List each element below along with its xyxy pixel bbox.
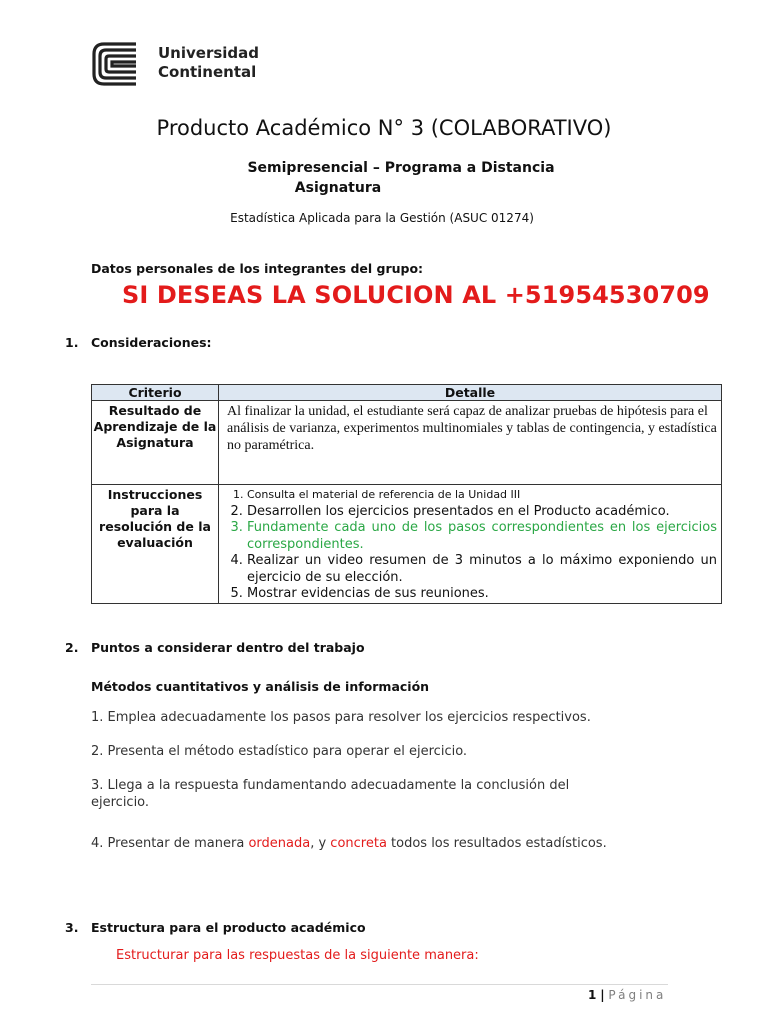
structure-subtitle: Estructurar para las respuestas de la siguiente manera: — [116, 948, 479, 963]
section1-label: Consideraciones: — [91, 335, 212, 350]
page-footer — [588, 988, 666, 1002]
instruction-item — [247, 520, 717, 553]
footer-divider — [91, 984, 668, 985]
section3-label: Estructura para el producto académico — [91, 920, 366, 935]
instruction-item — [247, 504, 717, 521]
subtitle-line1: Semipresencial – Programa a Distancia — [247, 160, 555, 176]
point-1: 1. Emplea adecuadamente los pasos para resolver los ejercicios respectivos. — [91, 710, 591, 725]
section1-number: 1. — [65, 335, 79, 350]
point-4-mid: , y — [310, 836, 331, 851]
table-row — [92, 485, 722, 604]
promo-text: SI DESEAS LA SOLUCION AL +51954530709 — [122, 281, 710, 309]
section3-number: 3. — [65, 920, 79, 935]
point-4-pre: 4. Presentar de manera — [91, 836, 249, 851]
datos-label: Datos personales de los integrantes del grupo: — [91, 261, 424, 276]
logo-line1: Universidad — [158, 44, 260, 62]
logo-line2: Continental — [158, 63, 257, 81]
subtitle-line2: Asignatura — [294, 180, 382, 196]
table-header-row — [92, 385, 722, 401]
page-number: 1 — [588, 988, 597, 1002]
point-4-ordenada: ordenada — [248, 836, 311, 851]
row1-criterio: Resultado de Aprendizaje de la Asignatura — [92, 401, 219, 485]
point-4-post: todos los resultados estadísticos. — [386, 836, 607, 851]
section2-label: Puntos a considerar dentro del trabajo — [91, 640, 365, 655]
instruction-item — [247, 487, 717, 504]
point-2: 2. Presenta el método estadístico para operar el ejercicio. — [91, 744, 468, 759]
instruction-text: Mostrar evidencias de sus reuniones. — [247, 586, 489, 601]
instruction-text: Realizar un video resumen de 3 minutos a lo máximo exponiendo un ejercicio de su elección. — [247, 553, 717, 585]
criteria-table — [91, 384, 722, 604]
subject-name: Estadística Aplicada para la Gestión (ASUC 01274) — [230, 211, 534, 225]
point-4 — [91, 835, 607, 852]
subtitle — [0, 158, 768, 198]
header-criterio: Criterio — [92, 385, 219, 401]
document-title: Producto Académico N° 3 (COLABORATIVO) — [156, 116, 612, 140]
point-3: 3. Llega a la respuesta fundamentando adecuadamente la conclusión del ejercicio. — [91, 778, 570, 810]
row1-detalle: Al finalizar la unidad, el estudiante será capaz de analizar pruebas de hipótesis para el análisis de varianza, experimentos multinomiales y tablas de contingencia, y estadística no paramétrica. — [219, 401, 722, 485]
table-row — [92, 401, 722, 485]
university-logo-icon — [90, 40, 156, 88]
instruction-item — [247, 586, 717, 603]
row2-detalle — [219, 485, 722, 604]
instruction-item — [247, 553, 717, 586]
instruction-text: Consulta el material de referencia de la Unidad III — [247, 488, 521, 501]
point-4-concreta: concreta — [330, 836, 387, 851]
header-detalle: Detalle — [219, 385, 722, 401]
row2-criterio: Instrucciones para la resolución de la evaluación — [92, 485, 219, 604]
section2-number: 2. — [65, 640, 79, 655]
page-separator: | — [600, 988, 605, 1002]
logo-text — [158, 44, 259, 82]
methods-title: Métodos cuantitativos y análisis de información — [91, 679, 430, 694]
instruction-text: Fundamente cada uno de los pasos correspondientes en los ejercicios correspondientes. — [247, 520, 717, 552]
instructions-list — [219, 487, 721, 603]
page-word: Página — [608, 988, 667, 1002]
instruction-text: Desarrollen los ejercicios presentados en el Producto académico. — [247, 503, 670, 519]
